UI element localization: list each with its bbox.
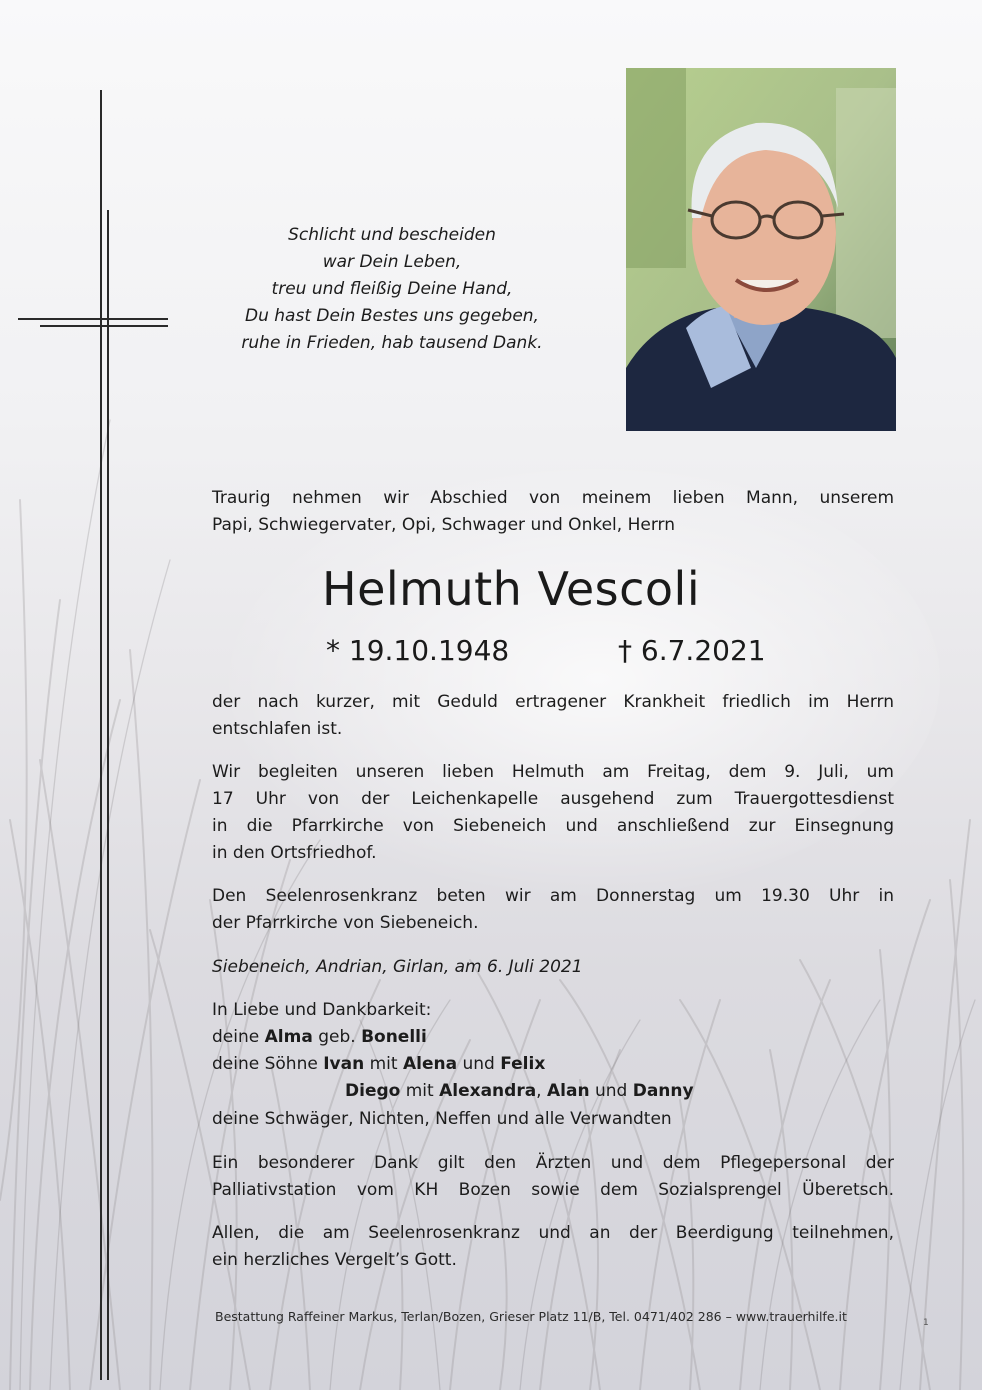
family-line: Diego mit Alexandra, Alan und Danny: [345, 1081, 694, 1101]
family-line: deine Schwäger, Nichten, Neffen und alle Verwandten: [212, 1109, 672, 1129]
text-line: ein herzliches Vergelt’s Gott.: [212, 1250, 457, 1270]
text-line: 17 Uhr von der Leichenkapelle ausgehend zum Trauergottesdienst: [212, 789, 894, 809]
family-line: deine Söhne Ivan mit Alena und Felix: [212, 1054, 546, 1074]
poem-line: Schlicht und bescheiden: [288, 225, 496, 245]
poem-line: treu und fleißig Deine Hand,: [271, 279, 513, 299]
text-line: entschlafen ist.: [212, 719, 343, 739]
intro-line: Papi, Schwiegervater, Opi, Schwager und Onkel, Herrn: [212, 515, 675, 535]
family-line: deine Alma geb. Bonelli: [212, 1027, 427, 1047]
text-line: der Pfarrkirche von Siebeneich.: [212, 913, 479, 933]
text-line: Ein besonderer Dank gilt den Ärzten und dem Pflegepersonal der: [212, 1153, 894, 1173]
poem-line: war Dein Leben,: [322, 252, 462, 272]
page-number: 1: [923, 1318, 929, 1328]
death-date: † 6.7.2021: [618, 634, 766, 667]
poem-line: Du hast Dein Bestes uns gegeben,: [245, 306, 539, 326]
text-line: der nach kurzer, mit Geduld ertragener Krankheit friedlich im Herrn: [212, 692, 894, 712]
text-line: Palliativstation vom KH Bozen sowie dem Sozialsprengel Überetsch.: [212, 1180, 894, 1200]
place-date: Siebeneich, Andrian, Girlan, am 6. Juli 2021: [212, 957, 583, 977]
portrait-photo: [626, 68, 896, 431]
text-line: Allen, die am Seelenrosenkranz und an der Beerdigung teilnehmen,: [212, 1223, 894, 1243]
text-line: Wir begleiten unseren lieben Helmuth am Freitag, dem 9. Juli, um: [212, 762, 894, 782]
birth-date: * 19.10.1948: [326, 634, 510, 667]
memorial-poem: [232, 222, 552, 357]
family-intro: In Liebe und Dankbarkeit:: [212, 1000, 432, 1020]
text-line: Den Seelenrosenkranz beten wir am Donnerstag um 19.30 Uhr in: [212, 886, 894, 906]
deceased-name: Helmuth Vescoli: [322, 562, 701, 616]
intro-line: Traurig nehmen wir Abschied von meinem lieben Mann, unserem: [212, 488, 894, 508]
text-line: in die Pfarrkirche von Siebeneich und anschließend zur Einsegnung: [212, 816, 894, 836]
poem-line: ruhe in Frieden, hab tausend Dank.: [241, 333, 543, 353]
funeral-home-footer: Bestattung Raffeiner Markus, Terlan/Bozen, Grieser Platz 11/B, Tel. 0471/402 286 – www.trauerhilfe.it: [215, 1309, 847, 1324]
text-line: in den Ortsfriedhof.: [212, 843, 377, 863]
